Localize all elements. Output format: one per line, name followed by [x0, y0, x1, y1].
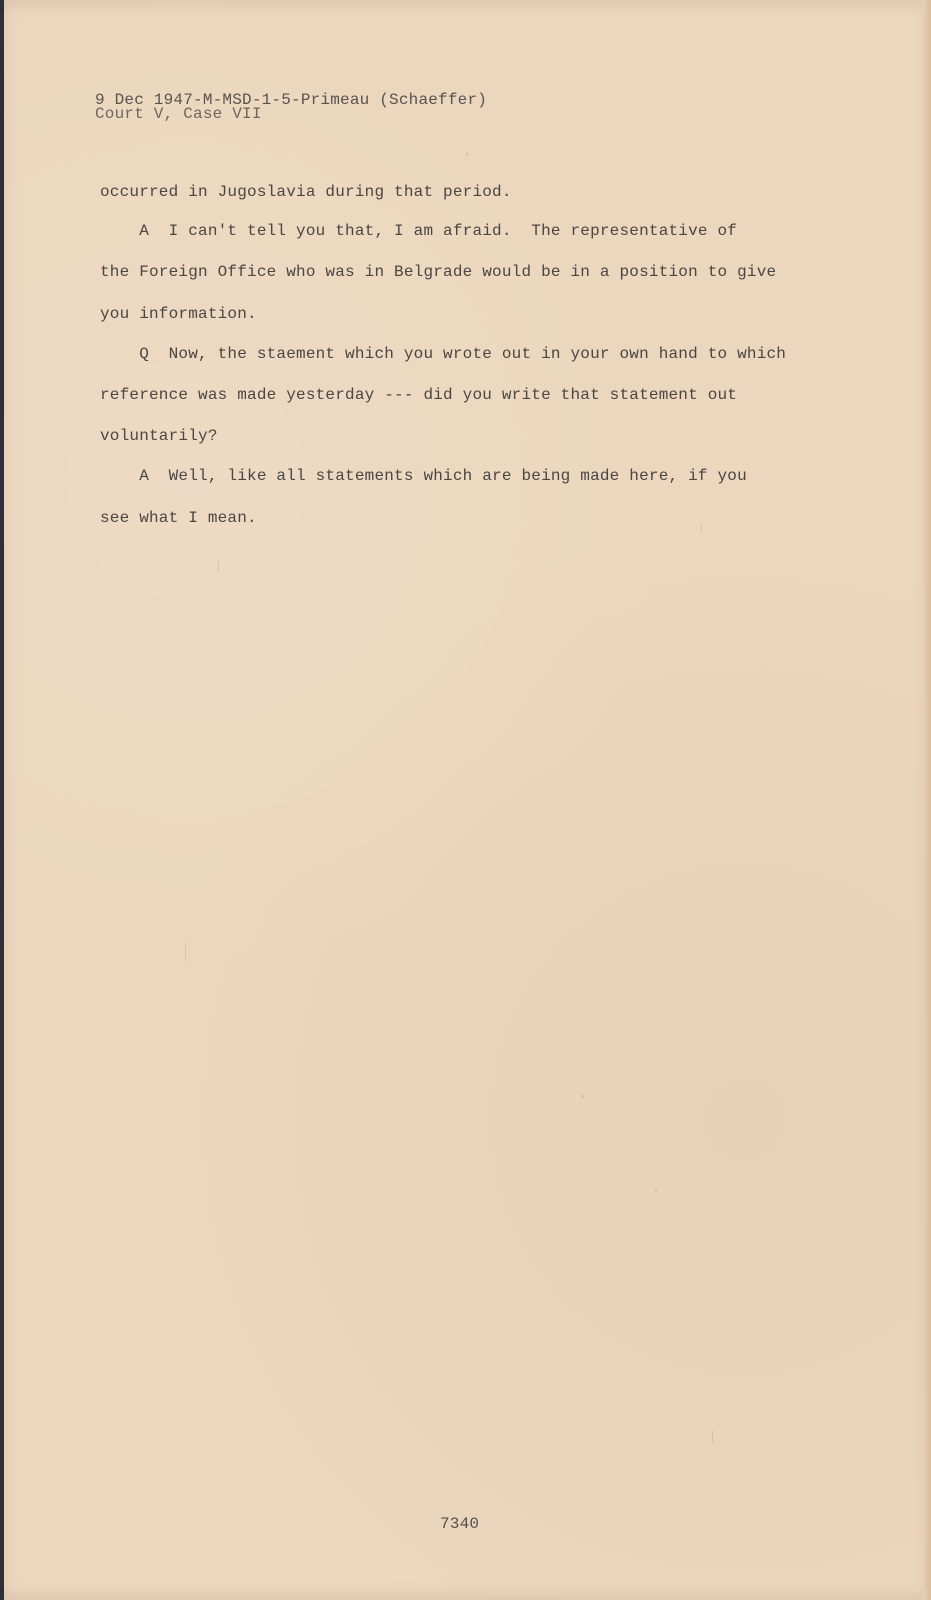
paper-speck	[581, 1095, 584, 1098]
body-line-8: A Well, like all statements which are being made here, if you	[100, 467, 747, 485]
paper-speck	[466, 153, 468, 156]
paper-speck	[185, 943, 186, 961]
paper-edge-right	[923, 0, 931, 1600]
paper-speck	[218, 560, 219, 572]
document-header-line-1: 9 Dec 1947-M-MSD-1-5-Primeau (Schaeffer)	[95, 91, 488, 109]
body-line-4: you information.	[100, 305, 257, 323]
body-line-7: voluntarily?	[100, 427, 218, 445]
paper-speck	[655, 1190, 657, 1193]
body-line-6: reference was made yesterday --- did you write that statement out	[100, 386, 738, 404]
scan-edge-left	[0, 0, 4, 1600]
page-number: 7340	[440, 1515, 480, 1533]
body-line-9: see what I mean.	[100, 509, 257, 527]
body-line-3: the Foreign Office who was in Belgrade would be in a position to give	[100, 263, 777, 281]
paper-speck	[712, 1431, 713, 1443]
document-header-line-2: Court V, Case VII	[95, 105, 262, 123]
body-line-5: Q Now, the staement which you wrote out in your own hand to which	[100, 345, 787, 363]
body-line-2: A I can't tell you that, I am afraid. The representative of	[100, 222, 738, 240]
body-line-1: occurred in Jugoslavia during that period.	[100, 183, 512, 201]
paper-speck	[701, 523, 702, 533]
